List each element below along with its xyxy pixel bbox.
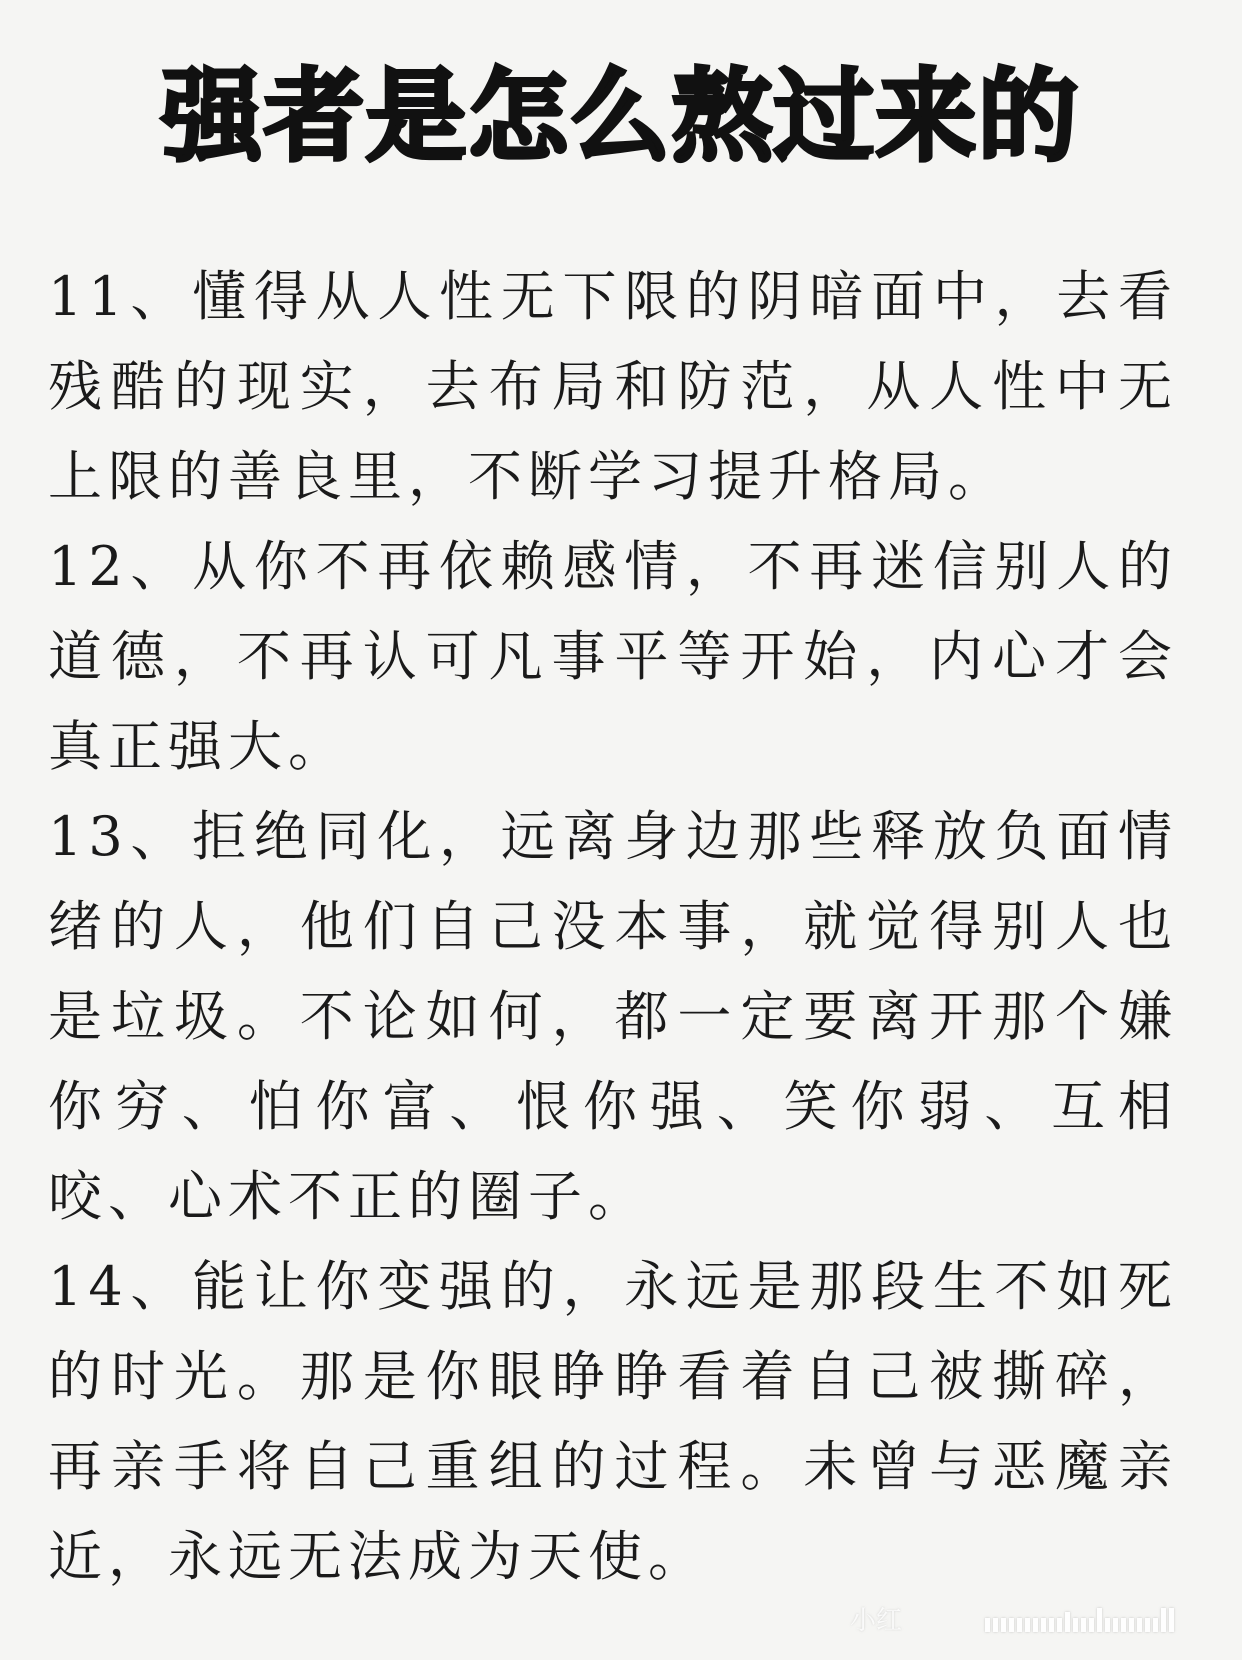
article-body: [48, 252, 1178, 1602]
paragraph-12: 12、从你不再依赖感情，不再迷信别人的道德，不再认可凡事平等开始，内心才会真正强大。: [48, 535, 1178, 778]
watermark-logo: [985, 1606, 1205, 1632]
paragraph-14: 14、能让你变强的，永远是那段生不如死的时光。那是你眼睁睁看着自己被撕碎，再亲手将自己重组的过程。未曾与恶魔亲近，永远无法成为天使。: [48, 1255, 1178, 1588]
page-title: 强者是怎么熬过来的: [162, 58, 1080, 175]
watermark-text: 小红: [850, 1606, 903, 1636]
paragraph-11: 11、懂得从人性无下限的阴暗面中，去看残酷的现实，去布局和防范，从人性中无上限的善良里，不断学习提升格局。: [48, 265, 1178, 508]
paragraph-13: 13、拒绝同化，远离身边那些释放负面情绪的人，他们自己没本事，就觉得别人也是垃圾。不论如何，都一定要离开那个嫌你穷、怕你富、恨你强、笑你弱、互相咬、心术不正的圈子。: [48, 805, 1178, 1228]
